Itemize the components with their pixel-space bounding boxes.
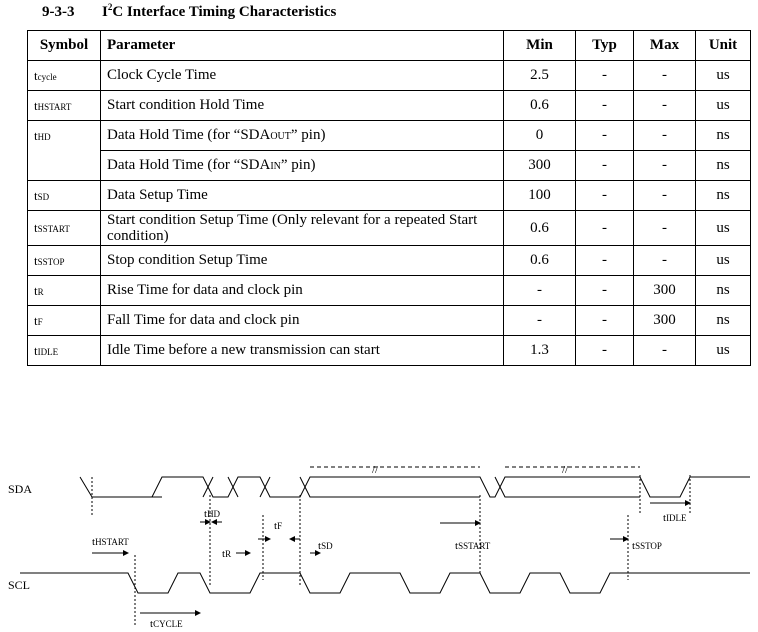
symbol-cell	[28, 151, 101, 181]
symbol-cell: tIDLE	[28, 336, 101, 366]
typ-cell: -	[576, 91, 634, 121]
typ-cell: -	[576, 306, 634, 336]
typ-cell: -	[576, 211, 634, 246]
unit-cell: ns	[696, 121, 751, 151]
scl-label: SCL	[8, 578, 31, 592]
unit-cell: ns	[696, 181, 751, 211]
typ-cell: -	[576, 181, 634, 211]
typ-cell: -	[576, 246, 634, 276]
parameter-cell: Stop condition Setup Time	[101, 246, 504, 276]
unit-cell: us	[696, 246, 751, 276]
min-cell: -	[504, 306, 576, 336]
symbol-cell: tHD	[28, 121, 101, 151]
parameter-cell: Idle Time before a new transmission can start	[101, 336, 504, 366]
label-thd: tHD	[204, 508, 221, 520]
label-tsstop: tSSTOP	[632, 540, 662, 552]
unit-cell: us	[696, 336, 751, 366]
parameter-cell: Clock Cycle Time	[101, 61, 504, 91]
parameter-cell: Data Hold Time (for “SDAOUT” pin)	[101, 121, 504, 151]
symbol-cell: tSD	[28, 181, 101, 211]
break-mark-2: //	[562, 464, 569, 476]
break-mark-1: //	[372, 464, 379, 476]
symbol-cell: tcycle	[28, 61, 101, 91]
symbol-cell: tSSTART	[28, 211, 101, 246]
table-row	[28, 181, 751, 211]
parameter-cell: Data Hold Time (for “SDAIN” pin)	[101, 151, 504, 181]
table-row	[28, 61, 751, 91]
header-symbol: Symbol	[28, 31, 101, 61]
table-row	[28, 211, 751, 246]
label-thstart: tHSTART	[92, 536, 129, 548]
label-tf: tF	[274, 520, 283, 532]
unit-cell: ns	[696, 276, 751, 306]
header-typ: Typ	[576, 31, 634, 61]
min-cell: 1.3	[504, 336, 576, 366]
table-row	[28, 121, 751, 151]
title-superscript: 2	[107, 2, 113, 12]
sda-label: SDA	[8, 482, 33, 496]
max-cell: -	[634, 211, 696, 246]
table-row	[28, 306, 751, 336]
timing-table	[27, 30, 751, 366]
sda-lower-branch	[152, 477, 640, 497]
unit-cell: ns	[696, 151, 751, 181]
header-min: Min	[504, 31, 576, 61]
min-cell: 0.6	[504, 246, 576, 276]
max-cell: -	[634, 91, 696, 121]
table-row	[28, 246, 751, 276]
label-tidle: tIDLE	[663, 512, 687, 524]
title-text: C Interface Timing Characteristics	[112, 4, 337, 20]
table-row	[28, 336, 751, 366]
parameter-cell: Start condition Setup Time (Only relevant for a repeated Start condition)	[101, 211, 504, 246]
scl-waveform	[20, 573, 750, 593]
symbol-cell: tSSTOP	[28, 246, 101, 276]
min-cell: -	[504, 276, 576, 306]
label-tcycle: tCYCLE	[150, 618, 183, 630]
parameter-cell: Start condition Hold Time	[101, 91, 504, 121]
timing-diagram	[0, 455, 758, 632]
parameter-cell: Data Setup Time	[101, 181, 504, 211]
typ-cell: -	[576, 336, 634, 366]
parameter-cell: Rise Time for data and clock pin	[101, 276, 504, 306]
max-cell: -	[634, 336, 696, 366]
label-tsd: tSD	[318, 540, 333, 552]
min-cell: 0	[504, 121, 576, 151]
min-cell: 0.6	[504, 91, 576, 121]
max-cell: 300	[634, 306, 696, 336]
min-cell: 0.6	[504, 211, 576, 246]
unit-cell: us	[696, 61, 751, 91]
min-cell: 100	[504, 181, 576, 211]
header-unit: Unit	[696, 31, 751, 61]
max-cell: 300	[634, 276, 696, 306]
parameter-cell: Fall Time for data and clock pin	[101, 306, 504, 336]
table-header-row	[28, 31, 751, 61]
label-tsstart: tSSTART	[455, 540, 491, 552]
symbol-cell: tF	[28, 306, 101, 336]
section-title	[42, 2, 336, 21]
symbol-cell: tR	[28, 276, 101, 306]
table-row	[28, 276, 751, 306]
title-i: I	[102, 4, 108, 20]
typ-cell: -	[576, 61, 634, 91]
table-row	[28, 151, 751, 181]
sda-waveform	[80, 477, 750, 497]
min-cell: 300	[504, 151, 576, 181]
header-parameter: Parameter	[101, 31, 504, 61]
unit-cell: us	[696, 211, 751, 246]
typ-cell: -	[576, 121, 634, 151]
label-tr: tR	[222, 548, 232, 560]
section-number: 9-3-3	[42, 4, 75, 20]
max-cell: -	[634, 121, 696, 151]
header-max: Max	[634, 31, 696, 61]
unit-cell: us	[696, 91, 751, 121]
max-cell: -	[634, 61, 696, 91]
max-cell: -	[634, 151, 696, 181]
max-cell: -	[634, 246, 696, 276]
max-cell: -	[634, 181, 696, 211]
symbol-cell: tHSTART	[28, 91, 101, 121]
typ-cell: -	[576, 151, 634, 181]
typ-cell: -	[576, 276, 634, 306]
unit-cell: ns	[696, 306, 751, 336]
min-cell: 2.5	[504, 61, 576, 91]
table-row	[28, 91, 751, 121]
